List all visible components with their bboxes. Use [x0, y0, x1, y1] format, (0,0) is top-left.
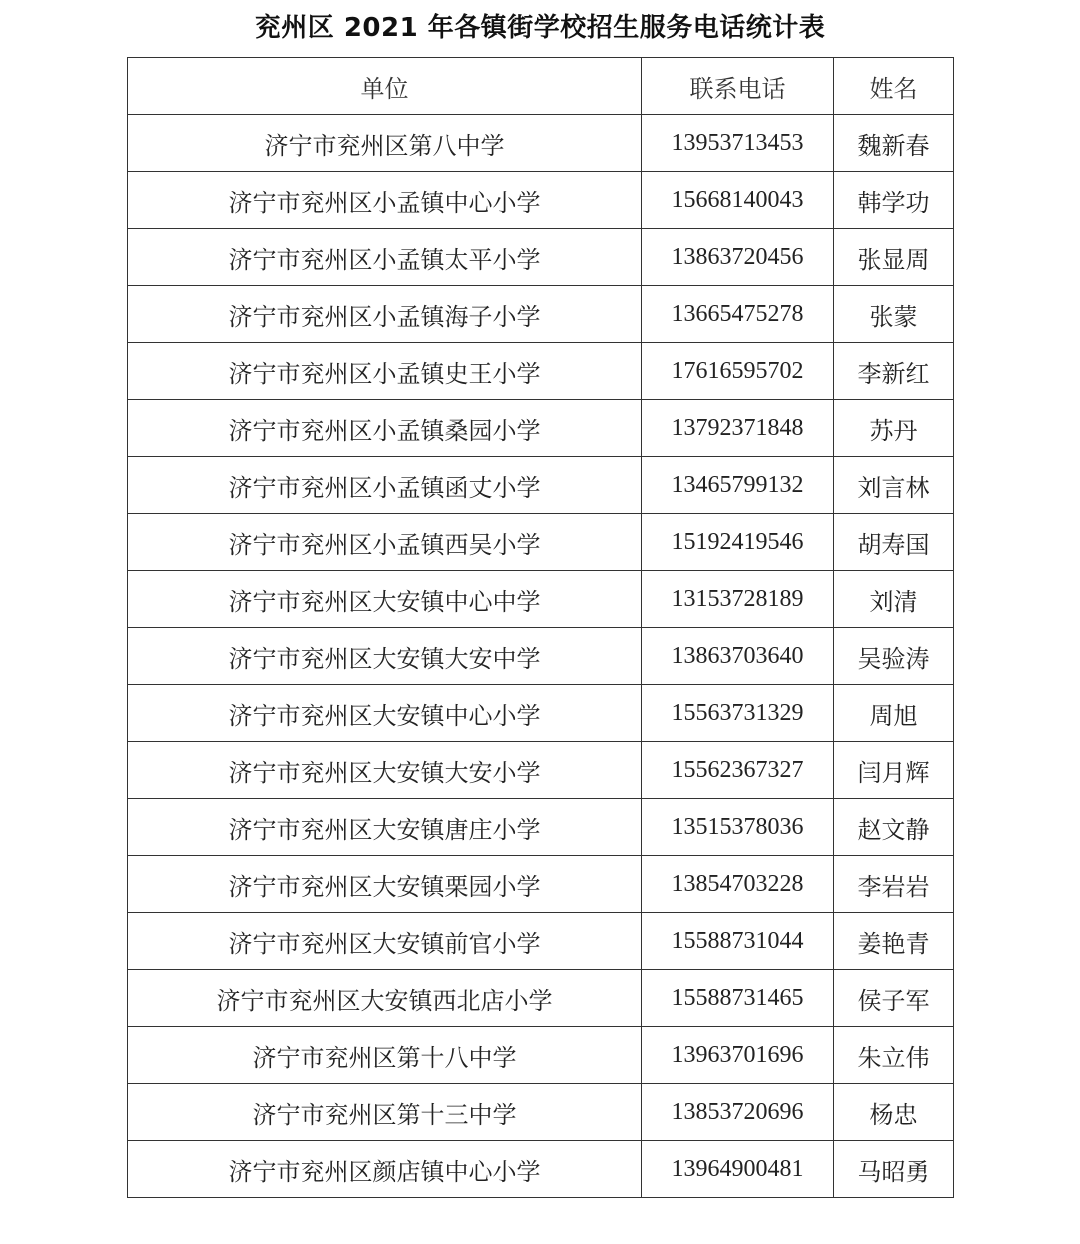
table-body — [128, 115, 954, 1198]
table-row — [128, 913, 954, 970]
cell-unit: 济宁市兖州区大安镇中心中学 — [128, 571, 642, 628]
page-title: 兖州区 2021 年各镇街学校招生服务电话统计表 — [254, 13, 826, 43]
table-row — [128, 172, 954, 229]
cell-name: 杨忠 — [834, 1084, 954, 1141]
cell-name: 赵文静 — [834, 799, 954, 856]
cell-unit: 济宁市兖州区大安镇西北店小学 — [128, 970, 642, 1027]
cell-phone: 13853720696 — [642, 1084, 834, 1141]
cell-phone: 13863703640 — [642, 628, 834, 685]
cell-phone: 15668140043 — [642, 172, 834, 229]
table-row — [128, 1084, 954, 1141]
cell-unit: 济宁市兖州区大安镇唐庄小学 — [128, 799, 642, 856]
cell-name: 苏丹 — [834, 400, 954, 457]
cell-phone: 13953713453 — [642, 115, 834, 172]
cell-phone: 13515378036 — [642, 799, 834, 856]
cell-name: 李新红 — [834, 343, 954, 400]
table-row — [128, 229, 954, 286]
cell-name: 胡寿国 — [834, 514, 954, 571]
cell-unit: 济宁市兖州区第十三中学 — [128, 1084, 642, 1141]
cell-unit: 济宁市兖州区小孟镇海子小学 — [128, 286, 642, 343]
table-row — [128, 856, 954, 913]
table-row — [128, 343, 954, 400]
cell-name: 韩学功 — [834, 172, 954, 229]
cell-name: 吴验涛 — [834, 628, 954, 685]
cell-name: 张蒙 — [834, 286, 954, 343]
table-row — [128, 571, 954, 628]
cell-phone: 17616595702 — [642, 343, 834, 400]
cell-name: 侯子军 — [834, 970, 954, 1027]
table-header-row — [128, 58, 954, 115]
cell-unit: 济宁市兖州区第八中学 — [128, 115, 642, 172]
table-row — [128, 685, 954, 742]
cell-phone: 13792371848 — [642, 400, 834, 457]
cell-unit: 济宁市兖州区大安镇栗园小学 — [128, 856, 642, 913]
cell-phone: 13964900481 — [642, 1141, 834, 1198]
table-row — [128, 457, 954, 514]
cell-unit: 济宁市兖州区大安镇大安小学 — [128, 742, 642, 799]
cell-unit: 济宁市兖州区颜店镇中心小学 — [128, 1141, 642, 1198]
table-row — [128, 514, 954, 571]
table-row — [128, 1141, 954, 1198]
cell-name: 张显周 — [834, 229, 954, 286]
cell-name: 刘言林 — [834, 457, 954, 514]
cell-name: 马昭勇 — [834, 1141, 954, 1198]
cell-phone: 13153728189 — [642, 571, 834, 628]
table-row — [128, 628, 954, 685]
cell-unit: 济宁市兖州区大安镇大安中学 — [128, 628, 642, 685]
cell-name: 朱立伟 — [834, 1027, 954, 1084]
cell-unit: 济宁市兖州区小孟镇桑园小学 — [128, 400, 642, 457]
cell-phone: 15588731465 — [642, 970, 834, 1027]
cell-phone: 13465799132 — [642, 457, 834, 514]
column-header-unit: 单位 — [128, 58, 642, 115]
cell-unit: 济宁市兖州区小孟镇函丈小学 — [128, 457, 642, 514]
table-row — [128, 115, 954, 172]
cell-unit: 济宁市兖州区第十八中学 — [128, 1027, 642, 1084]
cell-phone: 15563731329 — [642, 685, 834, 742]
cell-unit: 济宁市兖州区小孟镇西吴小学 — [128, 514, 642, 571]
cell-unit: 济宁市兖州区大安镇前官小学 — [128, 913, 642, 970]
cell-phone: 13854703228 — [642, 856, 834, 913]
cell-phone: 15192419546 — [642, 514, 834, 571]
cell-phone: 13863720456 — [642, 229, 834, 286]
table-row — [128, 286, 954, 343]
contact-table — [127, 57, 954, 1198]
cell-name: 刘清 — [834, 571, 954, 628]
cell-phone: 15562367327 — [642, 742, 834, 799]
cell-name: 魏新春 — [834, 115, 954, 172]
cell-unit: 济宁市兖州区大安镇中心小学 — [128, 685, 642, 742]
cell-phone: 15588731044 — [642, 913, 834, 970]
column-header-name: 姓名 — [834, 58, 954, 115]
cell-phone: 13665475278 — [642, 286, 834, 343]
cell-name: 姜艳青 — [834, 913, 954, 970]
table-row — [128, 799, 954, 856]
table-row — [128, 742, 954, 799]
cell-name: 闫月辉 — [834, 742, 954, 799]
cell-unit: 济宁市兖州区小孟镇史王小学 — [128, 343, 642, 400]
table-row — [128, 1027, 954, 1084]
cell-name: 周旭 — [834, 685, 954, 742]
cell-name: 李岩岩 — [834, 856, 954, 913]
cell-unit: 济宁市兖州区小孟镇中心小学 — [128, 172, 642, 229]
table-row — [128, 970, 954, 1027]
table-row — [128, 400, 954, 457]
column-header-phone: 联系电话 — [642, 58, 834, 115]
cell-unit: 济宁市兖州区小孟镇太平小学 — [128, 229, 642, 286]
cell-phone: 13963701696 — [642, 1027, 834, 1084]
